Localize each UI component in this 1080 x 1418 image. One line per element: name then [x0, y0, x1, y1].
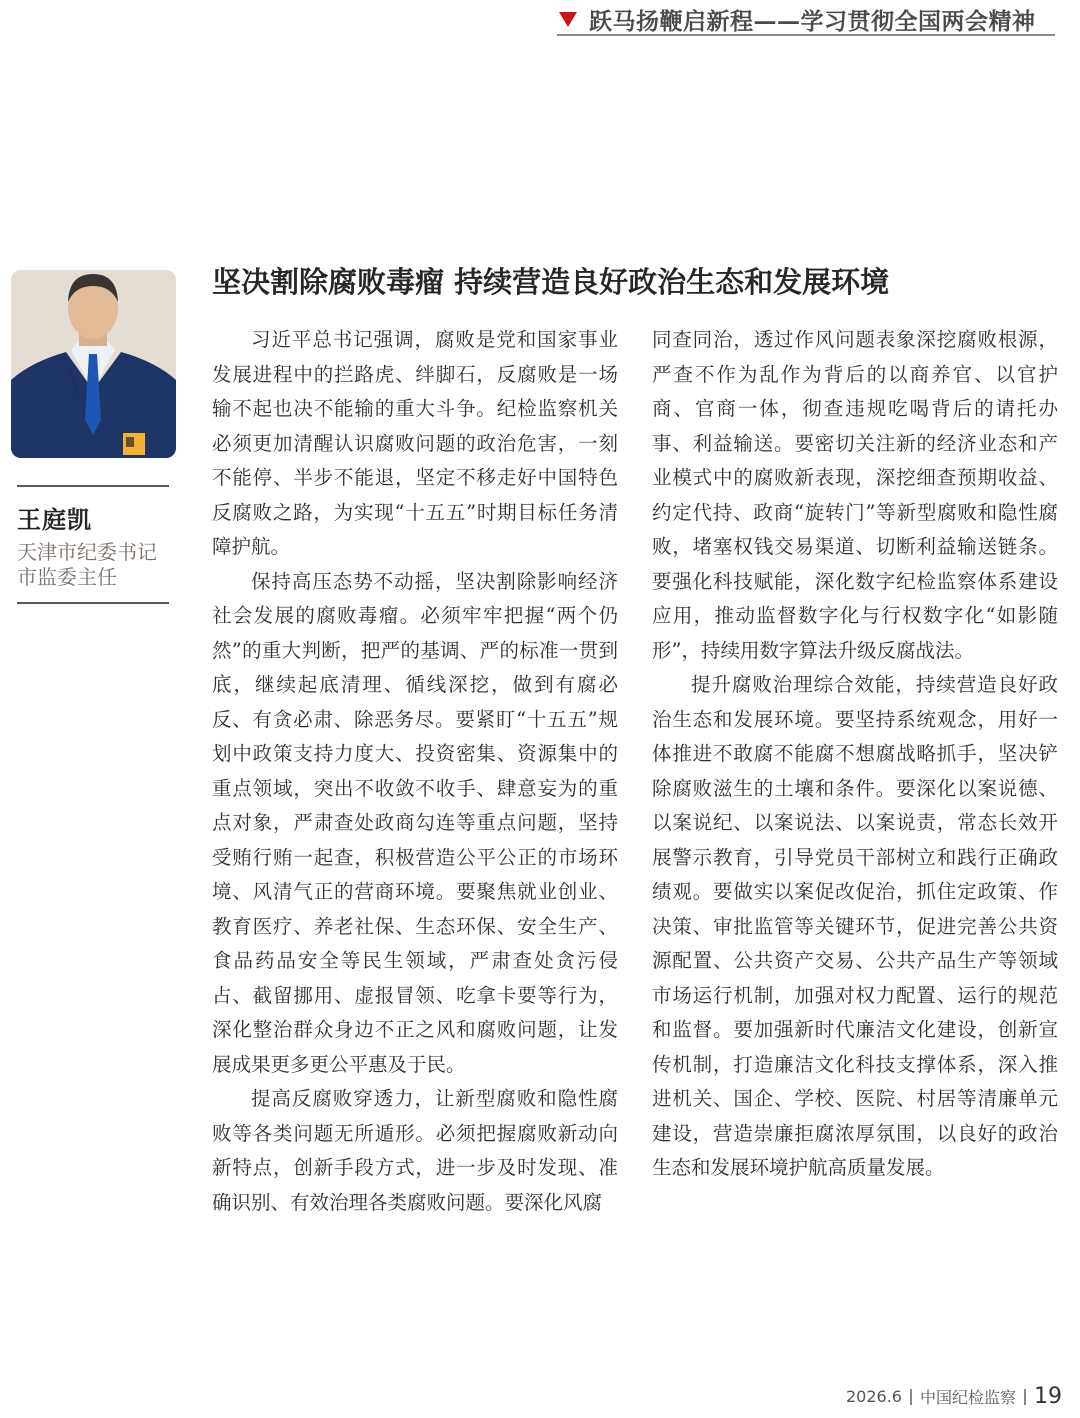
- paragraph: 提升腐败治理综合效能，持续营造良好政治生态和发展环境。要坚持系统观念，用好一体推进不敢腐不能腐不想腐战略抓手，坚决铲除腐败滋生的土壤和条件。要深化以案说德、以案说纪、以案说法、以案说责，常态长效开展警示教育，引导党员干部树立和践行正确政绩观。要做实以案促改促治，抓住定政策、作决策、审批监管等关键环节，促进完善公共资源配置、公共资产交易、公共产品生产等领域市场运行机制，加强对权力配置、运行的规范和监督。要加强新时代廉洁文化建设，创新宣传机制，打造廉洁文化科技支撑体系，深入推进机关、国企、学校、医院、村居等清廉单元建设，营造崇廉拒腐浓厚氛围，以良好的政治生态和发展环境护航高质量发展。: [652, 673, 1058, 1179]
- divider-top: [17, 485, 169, 487]
- author-title: [17, 540, 157, 590]
- magazine-name: 中国纪检监察: [919, 1388, 1016, 1407]
- folio-separator: [910, 1389, 912, 1405]
- article-column-left: [212, 323, 618, 1220]
- author-photo: [11, 270, 176, 458]
- issue-number: 2026.6: [846, 1387, 902, 1406]
- author-title-line: 天津市纪委书记: [17, 540, 157, 564]
- page-folio: [846, 1384, 1062, 1409]
- portrait-illustration: [11, 270, 176, 458]
- paragraph: 提高反腐败穿透力，让新型腐败和隐性腐败等各类问题无所遁形。必须把握腐败新动向新特点，创新手段方式，进一步及时发现、准确识别、有效治理各类腐败问题。要深化风腐: [212, 1087, 618, 1214]
- paragraph: 习近平总书记强调，腐败是党和国家事业发展进程中的拦路虎、绊脚石，反腐败是一场输不起也决不能输的重大斗争。纪检监察机关必须更加清醒认识腐败问题的政治危害，一刻不能停、半步不能退，坚定不移走好中国特色反腐败之路，为实现“十五五”时期目标任务清障护航。: [212, 328, 618, 558]
- folio-separator: [1024, 1389, 1026, 1405]
- paragraph: 同查同治，透过作风问题表象深挖腐败根源，严查不作为乱作为背后的以商养官、以官护商、官商一体，彻查违规吃喝背后的请托办事、利益输送。要密切关注新的经济业态和产业模式中的腐败新表现，深挖细查预期收益、约定代持、政商“旋转门”等新型腐败和隐性腐败，堵塞权钱交易渠道、切断利益输送链条。要强化科技赋能，深化数字纪检监察体系建设应用，推动监督数字化与行权数字化“如影随形”，持续用数字算法升级反腐战法。: [652, 328, 1058, 662]
- article-headline: 坚决割除腐败毒瘤 持续营造良好政治生态和发展环境: [212, 265, 890, 299]
- triangle-marker-icon: [559, 12, 577, 27]
- running-head-title: 跃马扬鞭启新程——学习贯彻全国两会精神: [589, 7, 1036, 35]
- divider-bottom: [17, 602, 169, 604]
- running-head: [557, 4, 1055, 36]
- author-name: 王庭凯: [17, 506, 92, 534]
- paragraph: 保持高压态势不动摇，坚决割除影响经济社会发展的腐败毒瘤。必须牢牢把握“两个仍然”的重大判断，把严的基调、严的标准一贯到底，继续起底清理、循线深挖，做到有腐必反、有贪必肃、除恶务尽。要紧盯“十五五”规划中政策支持力度大、投资密集、资源集中的重点领域，突出不收敛不收手、肆意妄为的重点对象，严肃查处政商勾连等重点问题，坚持受贿行贿一起查，积极营造公平公正的市场环境、风清气正的营商环境。要聚焦就业创业、教育医疗、养老社保、生态环保、安全生产、食品药品安全等民生领域，严肃查处贪污侵占、截留挪用、虚报冒领、吃拿卡要等行为，深化整治群众身边不正之风和腐败问题，让发展成果更多更公平惠及于民。: [212, 569, 618, 1076]
- article-column-right: [652, 323, 1058, 1186]
- page-number: 19: [1034, 1384, 1062, 1409]
- author-title-line: 市监委主任: [17, 565, 117, 589]
